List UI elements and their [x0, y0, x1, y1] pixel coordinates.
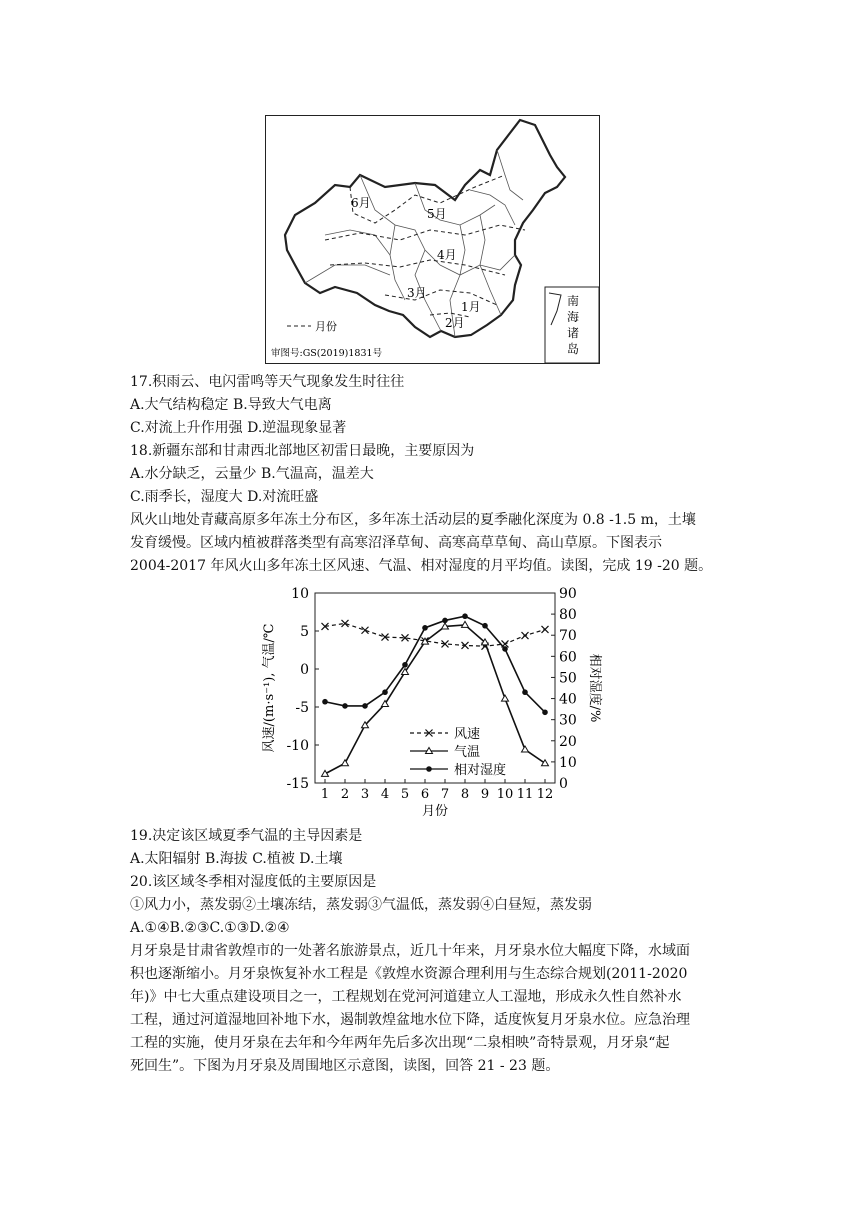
- china-first-thunder-map: [265, 115, 600, 364]
- q20-statements: ①风力小，蒸发弱②土壤冻结，蒸发弱③气温低，蒸发弱④白昼短，蒸发弱: [130, 897, 592, 913]
- passage1-line3: 2004-2017 年风火山多年冻土区风速、气温、相对湿度的月平均值。读图，完成 19 -20 题。: [130, 558, 713, 574]
- passage2-line4: 工程，通过河道湿地回补地下水，遏制敦煌盆地水位下降，适度恢复月牙泉水位。应急治理: [130, 1012, 690, 1028]
- q18-options-2: C.雨季长，湿度大 D.对流旺盛: [130, 489, 319, 505]
- humidity-point: [362, 703, 368, 709]
- wind-point: [542, 626, 549, 633]
- legend-label-相对湿度: 相对湿度: [454, 763, 507, 778]
- left-tick-label: -5: [295, 700, 309, 716]
- legend-marker-humidity: [426, 766, 432, 772]
- right-tick-label: 20: [559, 733, 577, 750]
- contour-label-6: 6月: [351, 196, 371, 210]
- legend-label-风速: 风速: [454, 727, 481, 742]
- series-line-相对湿度: [325, 616, 545, 712]
- climate-chart: [255, 583, 602, 819]
- humidity-point: [502, 646, 508, 652]
- right-tick-label: 10: [559, 754, 577, 771]
- left-tick-label: -15: [286, 776, 309, 792]
- q18-stem: 18.新疆东部和甘肃西北部地区初雷日最晚，主要原因为: [130, 443, 475, 459]
- q20-options: A.①④B.②③C.①③D.②④: [130, 920, 290, 936]
- x-tick-label: 12: [536, 787, 554, 802]
- right-tick-label: 40: [559, 691, 577, 708]
- x-tick-label: 8: [460, 787, 470, 802]
- x-axis-label: 月份: [421, 804, 449, 819]
- humidity-point: [322, 699, 328, 705]
- right-tick-label: 30: [559, 712, 577, 729]
- q20-stem: 20.该区域冬季相对湿度低的主要原因是: [130, 874, 377, 890]
- contour-label-5: 5月: [427, 207, 447, 221]
- passage2-line3: 年)》中七大重点建设项目之一，工程规划在党河河道建立人工湿地，形成永久性自然补水: [130, 989, 682, 1005]
- q18-options-1: A.水分缺乏，云量少 B.气温高，温差大: [130, 466, 374, 482]
- x-tick-label: 7: [440, 787, 450, 802]
- x-tick-label: 2: [340, 787, 350, 802]
- inset-char-2: 海: [567, 310, 580, 324]
- q19-options: A.太阳辐射 B.海拔 C.植被 D.土壤: [130, 851, 343, 867]
- x-tick-label: 6: [420, 787, 430, 802]
- humidity-point: [402, 662, 408, 668]
- contour-label-4: 4月: [437, 248, 457, 262]
- passage2-line5: 工程的实施，使月牙泉在去年和今年两年先后多次出现“二泉相映”奇特景观，月牙泉“起: [130, 1035, 670, 1051]
- humidity-point: [342, 703, 348, 709]
- map-legend-label: 月份: [315, 320, 337, 333]
- humidity-point: [382, 689, 388, 695]
- passage1-line1: 风火山地处青藏高原多年冻土分布区，多年冻土活动层的夏季融化深度为 0.8 -1.5 m，土壤: [130, 512, 696, 528]
- legend-label-气温: 气温: [454, 745, 481, 760]
- humidity-point: [522, 689, 528, 695]
- right-tick-label: 70: [559, 628, 577, 645]
- temp-point: [522, 746, 529, 752]
- right-tick-label: 80: [559, 607, 577, 624]
- x-tick-label: 3: [360, 787, 370, 802]
- wind-point: [522, 632, 529, 639]
- left-tick-label: 0: [300, 662, 309, 678]
- right-tick-label: 0: [559, 776, 568, 792]
- passage1-line2: 发育缓慢。区域内植被群落类型有高寒沼泽草甸、高寒高草草甸、高山草原。下图表示: [130, 535, 662, 551]
- left-tick-label: 10: [291, 586, 309, 602]
- humidity-point: [542, 709, 548, 715]
- inset-char-4: 岛: [567, 342, 580, 356]
- humidity-point: [442, 618, 448, 624]
- x-tick-label: 11: [516, 787, 534, 802]
- x-tick-label: 10: [496, 787, 514, 802]
- right-tick-label: 50: [559, 670, 577, 687]
- humidity-point: [422, 625, 428, 631]
- plot-frame: [315, 593, 555, 783]
- left-tick-label: 5: [300, 624, 309, 640]
- q17-options-2: C.对流上升作用强 D.逆温现象显著: [130, 420, 347, 436]
- contour-label-3: 3月: [407, 286, 427, 300]
- contour-label-2: 2月: [445, 316, 465, 330]
- wind-point: [362, 627, 369, 634]
- x-tick-label: 4: [380, 787, 390, 802]
- temp-point: [502, 695, 509, 701]
- left-tick-label: -10: [286, 738, 309, 754]
- q19-stem: 19.决定该区域夏季气温的主导因素是: [130, 828, 363, 844]
- temp-point: [342, 760, 349, 766]
- map-approval-number: 审图号:GS(2019)1831号: [271, 348, 383, 359]
- x-tick-label: 9: [480, 787, 490, 802]
- q17-options-1: A.大气结构稳定 B.导致大气电离: [130, 397, 332, 413]
- passage2-line1: 月牙泉是甘肃省敦煌市的一处著名旅游景点，近几十年来，月牙泉水位大幅度下降，水域面: [130, 943, 690, 959]
- x-tick-label: 5: [400, 787, 410, 802]
- passage2-line2: 积也逐渐缩小。月牙泉恢复补水工程是《敦煌水资源合理利用与生态综合规划(2011-2020: [130, 966, 688, 982]
- q17-stem: 17.积雨云、电闪雷鸣等天气现象发生时往往: [130, 374, 405, 390]
- inset-char-3: 诸: [567, 326, 580, 340]
- right-tick-label: 90: [559, 586, 577, 602]
- right-tick-label: 60: [559, 649, 577, 666]
- left-axis-label: 风速/(m·s⁻¹), 气温/℃: [262, 623, 277, 753]
- x-tick-label: 1: [320, 787, 330, 802]
- contour-label-1: 1月: [461, 300, 481, 314]
- humidity-point: [462, 613, 468, 619]
- humidity-point: [482, 623, 488, 629]
- right-axis-label: 相对湿度/%: [587, 653, 602, 723]
- inset-char-1: 南: [567, 294, 580, 308]
- passage2-line6: 死回生”。下图为月牙泉及周围地区示意图，读图，回答 21 - 23 题。: [130, 1058, 560, 1074]
